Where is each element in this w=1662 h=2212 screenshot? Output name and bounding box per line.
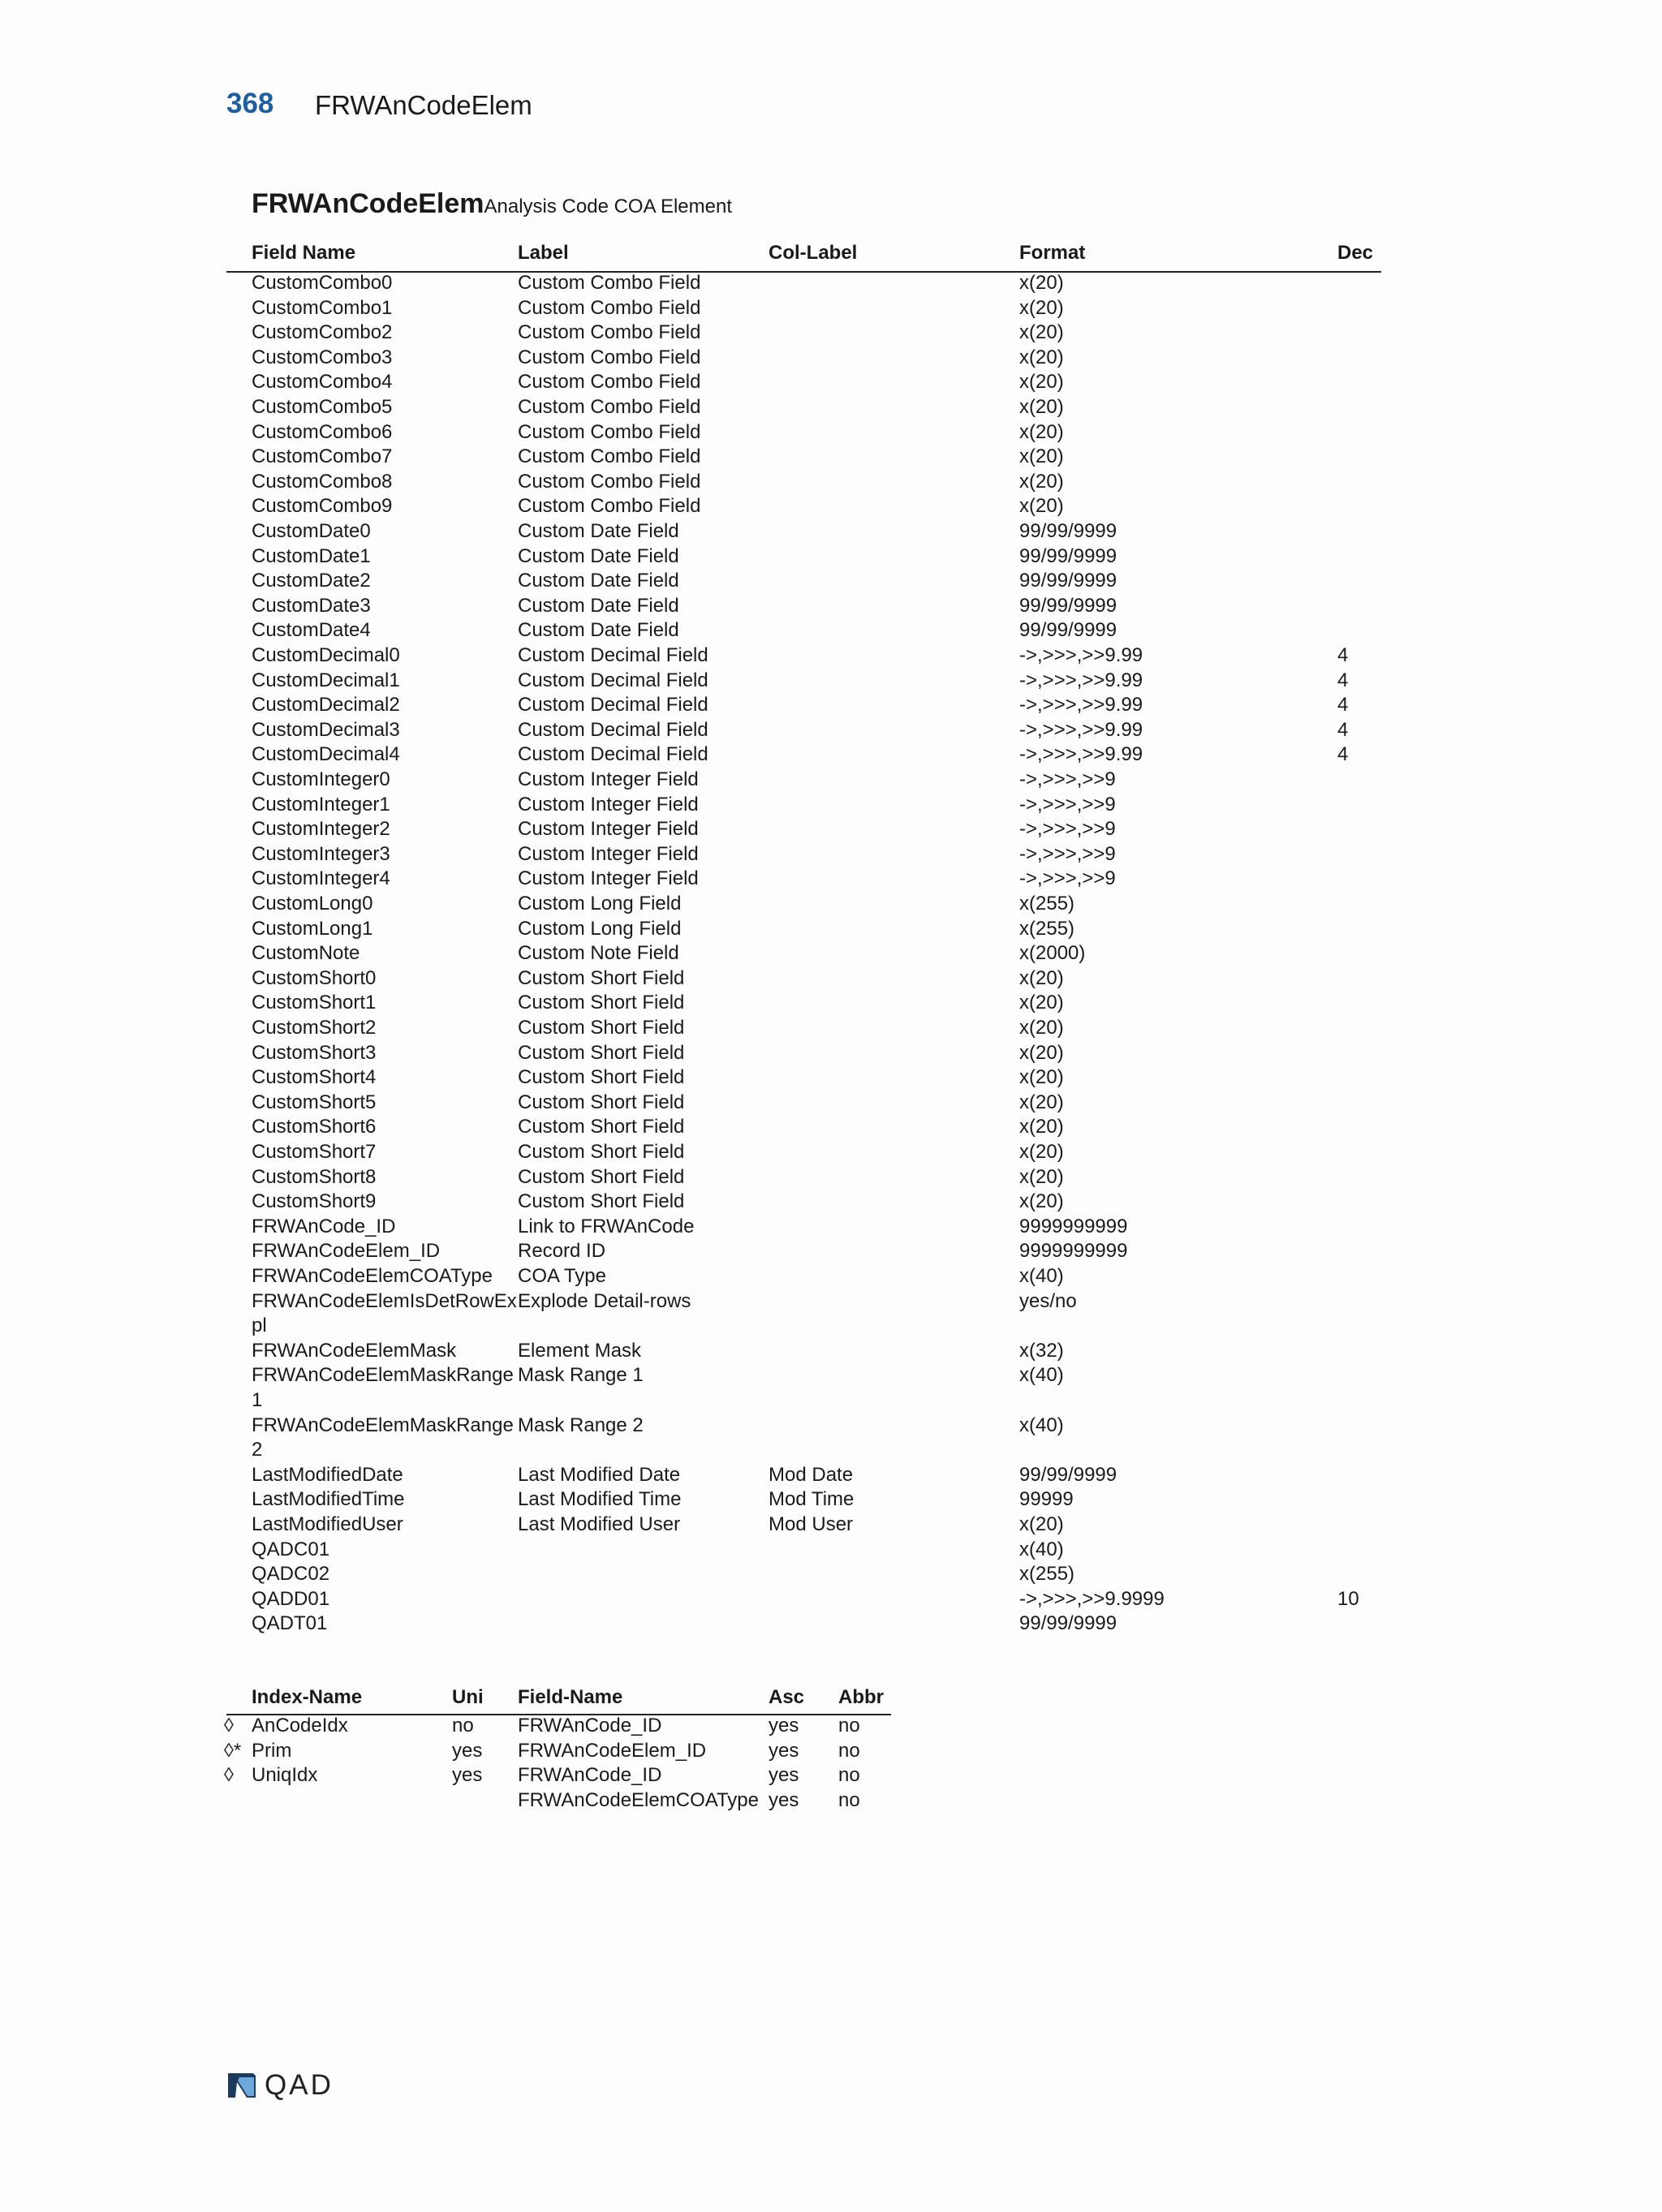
label-cell: Custom Decimal Field (518, 718, 708, 741)
label-cell: Custom Date Field (518, 594, 679, 617)
label-cell: Custom Short Field (518, 1141, 685, 1163)
label-cell: Custom Combo Field (518, 346, 701, 368)
format-cell: x(40) (1019, 1364, 1064, 1387)
label-cell: Record ID (518, 1240, 606, 1263)
col-label-cell: Mod User (769, 1513, 854, 1535)
label-cell: Link to FRWAnCode (518, 1215, 695, 1237)
table-title (252, 188, 732, 220)
label-cell: Last Modified Time (518, 1488, 682, 1511)
format-cell: x(20) (1019, 346, 1064, 368)
label-cell: Custom Combo Field (518, 272, 701, 294)
format-cell: 99/99/9999 (1019, 544, 1117, 567)
format-cell: x(20) (1019, 445, 1064, 468)
dec-cell: 4 (1337, 669, 1349, 691)
header-uni: Uni (452, 1686, 484, 1708)
header-abbr: Abbr (838, 1686, 884, 1708)
field-name-cell: CustomShort3 (252, 1041, 377, 1064)
field-name-cell: QADC01 (252, 1538, 330, 1560)
label-cell: Element Mask (518, 1339, 642, 1362)
format-cell: x(255) (1019, 893, 1075, 914)
field-name-cell: CustomCombo7 (252, 445, 393, 468)
field-name-cell: CustomDecimal0 (252, 644, 400, 666)
format-cell: x(20) (1019, 495, 1064, 518)
field-name-cell: QADD01 (252, 1587, 330, 1610)
format-cell: 99/99/9999 (1019, 1463, 1117, 1486)
field-name-cell: CustomShort7 (252, 1141, 377, 1163)
label-cell: Explode Detail-rows (518, 1289, 691, 1312)
header-index-name: Index-Name (252, 1686, 363, 1708)
field-name-cell: LastModifiedUser (252, 1513, 403, 1535)
format-cell: ->,>>>,>>9.99 (1019, 743, 1143, 766)
col-label-cell: Mod Date (769, 1463, 854, 1486)
field-name-cell: CustomCombo0 (252, 272, 393, 294)
format-cell: x(20) (1019, 1116, 1064, 1138)
abbr-cell: no (838, 1715, 860, 1736)
format-cell: 9999999999 (1019, 1215, 1128, 1237)
field-name-cell: CustomCombo6 (252, 420, 393, 443)
format-cell: 99/99/9999 (1019, 520, 1117, 542)
abbr-cell: no (838, 1788, 860, 1811)
index-name-cell: Prim (252, 1739, 292, 1762)
field-name-cell: CustomInteger0 (252, 768, 390, 790)
field-name-cell: CustomCombo8 (252, 470, 393, 493)
format-cell: x(32) (1019, 1339, 1064, 1362)
field-name-cell: FRWAnCodeElemIsDetRowEx (252, 1289, 517, 1312)
format-cell: x(20) (1019, 1165, 1064, 1188)
field-name-cell: CustomCombo3 (252, 346, 393, 368)
label-cell: Custom Short Field (518, 1041, 685, 1064)
field-name-cell: CustomCombo1 (252, 296, 393, 319)
index-field-cell: FRWAnCode_ID (518, 1715, 662, 1736)
field-name-cell-wrap: pl (252, 1315, 267, 1337)
label-cell: Custom Decimal Field (518, 669, 708, 691)
uni-cell: yes (452, 1764, 483, 1787)
format-cell: ->,>>>,>>9.99 (1019, 644, 1143, 666)
label-cell: Custom Combo Field (518, 470, 701, 493)
label-cell: Last Modified Date (518, 1463, 681, 1486)
label-cell: Custom Integer Field (518, 793, 699, 816)
field-name-cell: FRWAnCodeElem_ID (252, 1240, 441, 1263)
dec-cell: 4 (1337, 743, 1349, 766)
format-cell: x(20) (1019, 396, 1064, 418)
field-name-cell: FRWAnCodeElemMask (252, 1339, 457, 1362)
field-name-cell: CustomInteger4 (252, 867, 390, 890)
field-name-cell: CustomDecimal4 (252, 743, 400, 766)
format-cell: ->,>>>,>>9.99 (1019, 718, 1143, 741)
label-cell: Custom Date Field (518, 544, 679, 567)
uni-cell: yes (452, 1739, 483, 1762)
dec-cell: 4 (1337, 644, 1349, 666)
field-name-cell: CustomInteger1 (252, 793, 390, 816)
format-cell: x(40) (1019, 1265, 1064, 1287)
label-cell: Custom Date Field (518, 570, 679, 592)
format-cell: ->,>>>,>>9 (1019, 768, 1116, 790)
index-marker: ◊ (224, 1764, 234, 1787)
index-field-cell: FRWAnCodeElemCOAType (518, 1788, 759, 1811)
format-cell: ->,>>>,>>9 (1019, 842, 1116, 865)
format-cell: x(20) (1019, 966, 1064, 989)
index-table-header (0, 1686, 1662, 1715)
format-cell: ->,>>>,>>9 (1019, 867, 1116, 890)
qad-logo-icon (226, 2071, 258, 2100)
dec-cell: 4 (1337, 694, 1349, 717)
field-name-cell: CustomCombo2 (252, 321, 393, 344)
label-cell: Custom Integer Field (518, 768, 699, 790)
label-cell: Last Modified User (518, 1513, 681, 1535)
format-cell: x(255) (1019, 1563, 1075, 1586)
field-name-cell: FRWAnCodeElemCOAType (252, 1265, 493, 1287)
asc-cell: yes (769, 1739, 799, 1762)
format-cell: x(20) (1019, 1513, 1064, 1535)
field-name-cell: CustomDecimal2 (252, 694, 400, 717)
format-cell: x(255) (1019, 917, 1075, 940)
format-cell: x(20) (1019, 420, 1064, 443)
label-cell: Mask Range 2 (518, 1414, 644, 1436)
format-cell: x(20) (1019, 1190, 1064, 1213)
label-cell: Custom Short Field (518, 966, 685, 989)
field-name-cell: CustomDate2 (252, 570, 371, 592)
label-cell: Custom Decimal Field (518, 743, 708, 766)
dec-cell: 4 (1337, 718, 1349, 741)
table-description: Analysis Code COA Element (484, 196, 732, 217)
index-marker: ◊ (224, 1715, 234, 1736)
format-cell: 99/99/9999 (1019, 570, 1117, 592)
field-name-cell: CustomShort8 (252, 1165, 377, 1188)
label-cell: Custom Short Field (518, 1066, 685, 1089)
asc-cell: yes (769, 1715, 799, 1736)
format-cell: x(20) (1019, 321, 1064, 344)
field-name-cell: LastModifiedTime (252, 1488, 405, 1511)
asc-cell: yes (769, 1764, 799, 1787)
index-name-cell: UniqIdx (252, 1764, 318, 1787)
field-name-cell: CustomLong1 (252, 917, 373, 940)
field-name-cell: CustomDate3 (252, 594, 371, 617)
page-number: 368 (226, 88, 274, 119)
field-name-cell: CustomDecimal1 (252, 669, 400, 691)
header-label: Label (518, 242, 569, 264)
format-cell: x(20) (1019, 1091, 1064, 1113)
field-name-cell: CustomDate0 (252, 520, 371, 542)
field-name-cell: FRWAnCodeElemMaskRange (252, 1364, 514, 1387)
field-name-cell: CustomShort0 (252, 966, 377, 989)
field-name-cell: CustomShort5 (252, 1091, 377, 1113)
format-cell: 99/99/9999 (1019, 619, 1117, 642)
dec-cell: 10 (1337, 1587, 1359, 1610)
field-name-cell: CustomShort2 (252, 1017, 377, 1039)
field-name-cell: CustomShort6 (252, 1116, 377, 1138)
label-cell: COA Type (518, 1265, 606, 1287)
index-field-cell: FRWAnCodeElem_ID (518, 1739, 707, 1762)
format-cell: x(20) (1019, 1066, 1064, 1089)
field-name-cell-wrap: 2 (252, 1439, 263, 1461)
field-name-cell: CustomShort9 (252, 1190, 377, 1213)
field-name-cell: CustomCombo5 (252, 396, 393, 418)
label-cell: Custom Integer Field (518, 818, 699, 841)
header-col-label: Col-Label (769, 242, 858, 264)
uni-cell: no (452, 1715, 474, 1736)
label-cell: Custom Long Field (518, 917, 682, 940)
label-cell: Custom Integer Field (518, 867, 699, 890)
format-cell: x(2000) (1019, 942, 1086, 965)
format-cell: 99999 (1019, 1488, 1074, 1511)
field-name-cell: FRWAnCode_ID (252, 1215, 396, 1237)
label-cell: Custom Decimal Field (518, 694, 708, 717)
format-cell: yes/no (1019, 1289, 1077, 1312)
abbr-cell: no (838, 1764, 860, 1787)
label-cell: Custom Short Field (518, 1165, 685, 1188)
label-cell: Custom Combo Field (518, 371, 701, 394)
field-table-header (0, 242, 1662, 271)
label-cell: Custom Long Field (518, 893, 682, 914)
format-cell: x(20) (1019, 1041, 1064, 1064)
header-asc: Asc (769, 1686, 805, 1708)
label-cell: Custom Combo Field (518, 445, 701, 468)
label-cell: Custom Short Field (518, 1116, 685, 1138)
label-cell: Custom Combo Field (518, 296, 701, 319)
label-cell: Custom Combo Field (518, 396, 701, 418)
label-cell: Custom Combo Field (518, 321, 701, 344)
field-name-cell: QADT01 (252, 1612, 328, 1635)
field-name-cell: CustomShort4 (252, 1066, 377, 1089)
label-cell: Mask Range 1 (518, 1364, 644, 1387)
label-cell: Custom Short Field (518, 1091, 685, 1113)
field-name-cell: CustomShort1 (252, 992, 377, 1014)
format-cell: x(20) (1019, 1017, 1064, 1039)
abbr-cell: no (838, 1739, 860, 1762)
format-cell: x(20) (1019, 470, 1064, 493)
label-cell: Custom Decimal Field (518, 644, 708, 666)
format-cell: 9999999999 (1019, 1240, 1128, 1263)
format-cell: x(20) (1019, 992, 1064, 1014)
format-cell: 99/99/9999 (1019, 1612, 1117, 1635)
label-cell: Custom Combo Field (518, 495, 701, 518)
label-cell: Custom Note Field (518, 942, 679, 965)
running-header-title: FRWAnCodeElem (315, 90, 532, 120)
col-label-cell: Mod Time (769, 1488, 855, 1511)
header-field-name: Field Name (252, 242, 356, 264)
label-cell: Custom Short Field (518, 992, 685, 1014)
field-name-cell-wrap: 1 (252, 1388, 263, 1411)
format-cell: 99/99/9999 (1019, 594, 1117, 617)
label-cell: Custom Short Field (518, 1017, 685, 1039)
header-format: Format (1019, 242, 1086, 264)
field-name-cell: CustomDate1 (252, 544, 371, 567)
format-cell: x(20) (1019, 1141, 1064, 1163)
index-marker: ◊* (224, 1739, 242, 1762)
field-name-cell: QADC02 (252, 1563, 330, 1586)
format-cell: x(40) (1019, 1538, 1064, 1560)
header-dec: Dec (1337, 242, 1374, 264)
field-name-cell: CustomInteger3 (252, 842, 390, 865)
format-cell: x(20) (1019, 371, 1064, 394)
header-index-field-name: Field-Name (518, 1686, 623, 1708)
label-cell: Custom Integer Field (518, 842, 699, 865)
format-cell: x(20) (1019, 272, 1064, 294)
format-cell: x(40) (1019, 1414, 1064, 1436)
label-cell: Custom Combo Field (518, 420, 701, 443)
field-name-cell: FRWAnCodeElemMaskRange (252, 1414, 514, 1436)
table-name: FRWAnCodeElem (252, 188, 484, 219)
index-field-cell: FRWAnCode_ID (518, 1764, 662, 1787)
field-name-cell: CustomCombo4 (252, 371, 393, 394)
field-name-cell: CustomDate4 (252, 619, 371, 642)
field-name-cell: CustomLong0 (252, 893, 373, 914)
field-name-cell: CustomCombo9 (252, 495, 393, 518)
label-cell: Custom Short Field (518, 1190, 685, 1213)
field-name-cell: CustomDecimal3 (252, 718, 400, 741)
format-cell: ->,>>>,>>9.99 (1019, 669, 1143, 691)
format-cell: ->,>>>,>>9 (1019, 818, 1116, 841)
logo-text: QAD (265, 2069, 334, 2101)
asc-cell: yes (769, 1788, 799, 1811)
label-cell: Custom Date Field (518, 520, 679, 542)
format-cell: ->,>>>,>>9.99 (1019, 694, 1143, 717)
index-name-cell: AnCodeIdx (252, 1715, 348, 1736)
label-cell: Custom Date Field (518, 619, 679, 642)
field-name-cell: CustomNote (252, 942, 360, 965)
format-cell: ->,>>>,>>9.9999 (1019, 1587, 1165, 1610)
format-cell: x(20) (1019, 296, 1064, 319)
format-cell: ->,>>>,>>9 (1019, 793, 1116, 816)
field-name-cell: CustomInteger2 (252, 818, 390, 841)
field-header-rule (226, 271, 1381, 273)
field-name-cell: LastModifiedDate (252, 1463, 403, 1486)
